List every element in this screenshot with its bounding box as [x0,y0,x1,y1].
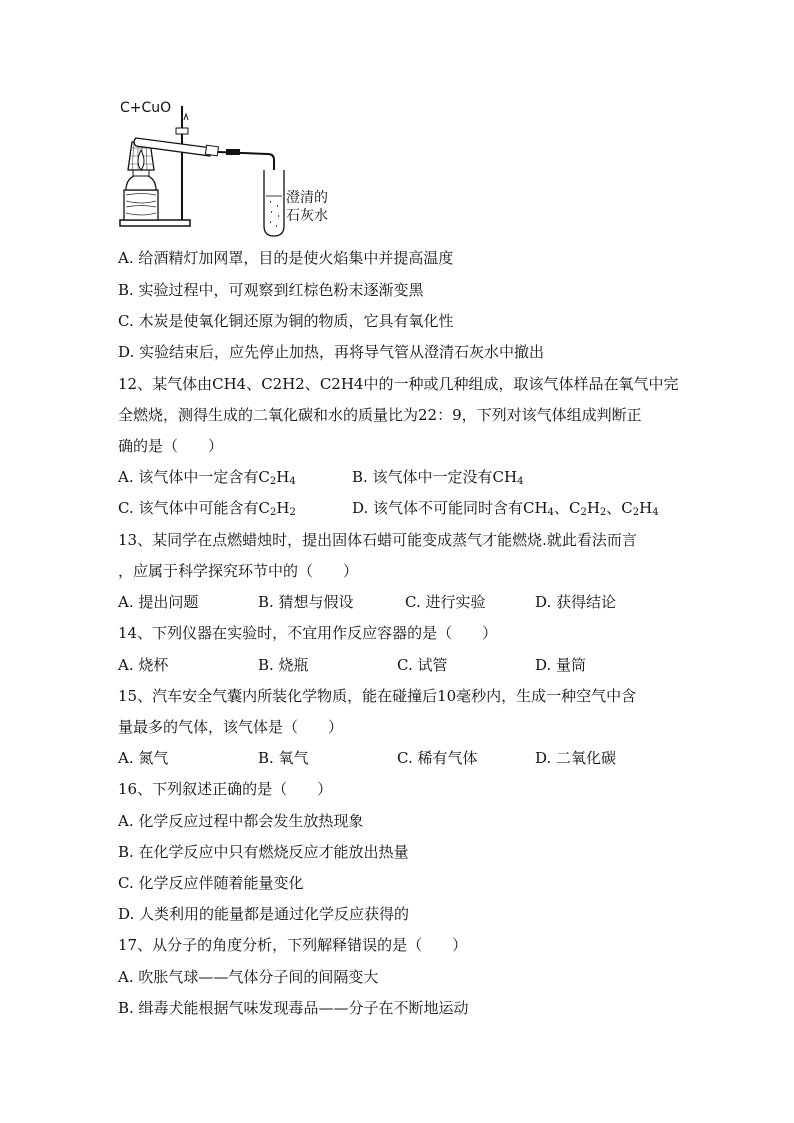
q12-option-b: B. 该气体中一定没有$CH_4$ [352,468,524,487]
q14-option-c: C. 试管 [397,656,448,674]
q11-option-b: B. 实验过程中，可观察到红棕色粉末逐渐变黑 [118,281,424,299]
q13-option-c: C. 进行实验 [405,593,486,611]
q13-stem-line2: ，应属于科学探究环节中的（ ） [118,562,359,580]
q13-option-b: B. 猜想与假设 [258,593,354,611]
q13-stem-line1: 13、某同学在点燃蜡烛时，提出固体石蜡可能变成蒸气才能燃烧.就此看法而言 [118,531,637,549]
q12-option-a: A. 该气体中一定含有$C_2H_4$ [118,468,296,487]
q17-stem: 17、从分子的角度分析，下列解释错误的是（ ） [118,936,468,954]
q11-option-c: C. 木炭是使氧化铜还原为铜的物质，它具有氧化性 [118,312,454,330]
q14-option-b: B. 烧瓶 [258,656,309,674]
q16-option-c: C. 化学反应伴随着能量变化 [118,874,304,892]
q11-option-a: A. 给酒精灯加网罩，目的是使火焰集中并提高温度 [118,249,454,267]
q16-option-b: B. 在化学反应中只有燃烧反应才能放出热量 [118,843,409,861]
q15-option-d: D. 二氧化碳 [535,749,617,767]
q14-option-d: D. 量筒 [535,656,587,674]
reagent-label: C+CuO [120,100,172,116]
q16-stem: 16、下列叙述正确的是（ ） [118,780,333,798]
q15-option-c: C. 稀有气体 [397,749,478,767]
q15-option-a: A. 氮气 [118,749,169,767]
q14-stem: 14、下列仪器在实验时，不宜用作反应容器的是（ ） [118,624,498,642]
q17-option-b: B. 缉毒犬能根据气味发现毒品——分子在不断地运动 [118,999,469,1017]
q15-stem-line2: 量最多的气体，该气体是（ ） [118,718,344,736]
q13-option-a: A. 提出问题 [118,593,199,611]
q12-option-c: C. 该气体中可能含有$C_2H_2$ [118,499,296,518]
q11-option-d: D. 实验结束后，应先停止加热，再将导气管从澄清石灰水中撤出 [118,343,545,361]
limewater-label-line2: 石灰水 [286,208,328,224]
q15-option-b: B. 氧气 [258,749,309,767]
apparatus-figure [118,98,358,240]
q16-option-d: D. 人类利用的能量都是通过化学反应获得的 [118,905,410,923]
q15-stem-line1: 15、汽车安全气囊内所装化学物质，能在碰撞后10毫秒内，生成一种空气中含 [118,687,637,705]
limewater-label-line1: 澄清的 [286,190,328,206]
q12-option-d: D. 该气体不可能同时含有$CH_4$、$C_2H_2$、$C_2H_4$ [352,499,659,518]
q12-stem-line3: 确的是（ ） [118,437,224,455]
q17-option-a: A. 吹胀气球——气体分子间的间隔变大 [118,968,379,986]
q16-option-a: A. 化学反应过程中都会发生放热现象 [118,812,364,830]
q14-option-a: A. 烧杯 [118,656,169,674]
q12-stem-line1: 12、某气体由CH4、C2H2、C2H4中的一种或几种组成，取该气体样品在氧气中完 [118,375,679,393]
q12-stem-line2: 全燃烧，测得生成的二氧化碳和水的质量比为22：9，下列对该气体组成判断正 [118,406,642,424]
q13-option-d: D. 获得结论 [535,593,617,611]
